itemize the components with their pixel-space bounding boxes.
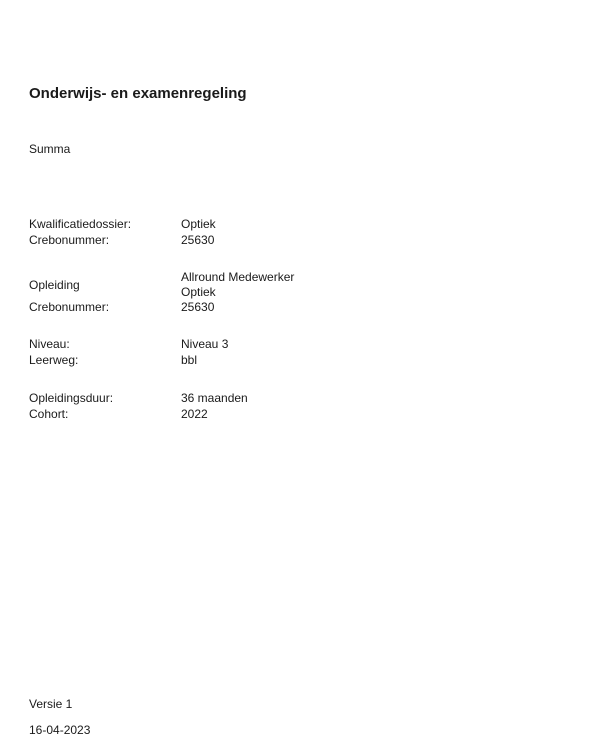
field-value: 36 maanden xyxy=(181,391,248,405)
field-label: Opleidingsduur: xyxy=(29,391,114,405)
field-value: 2022 xyxy=(181,407,208,421)
field-label: Niveau: xyxy=(29,337,70,351)
field-value: Optiek xyxy=(181,217,216,231)
version-label: Versie 1 xyxy=(29,697,73,711)
field-value: bbl xyxy=(181,353,198,367)
field-kwalificatiedossier xyxy=(29,217,381,232)
field-value: 25630 xyxy=(181,300,215,314)
field-label: Opleiding xyxy=(29,277,80,292)
field-niveau xyxy=(29,337,381,352)
field-label: Leerweg: xyxy=(29,353,79,367)
field-crebonummer-opleiding xyxy=(29,300,381,315)
field-value: Allround Medewerker Optiek xyxy=(181,270,295,299)
field-label: Crebonummer: xyxy=(29,300,110,314)
document-title: Onderwijs- en examenregeling xyxy=(29,85,247,102)
organization-name: Summa xyxy=(29,142,71,156)
document-date: 16-04-2023 xyxy=(29,723,91,737)
field-label: Cohort: xyxy=(29,407,69,421)
field-opleiding xyxy=(29,270,299,300)
field-value: Niveau 3 xyxy=(181,337,229,351)
field-opleidingsduur xyxy=(29,391,381,406)
field-cohort xyxy=(29,407,381,422)
field-leerweg xyxy=(29,353,381,368)
field-label: Crebonummer: xyxy=(29,233,110,247)
field-value: 25630 xyxy=(181,233,215,247)
field-crebonummer-dossier xyxy=(29,233,381,248)
field-label: Kwalificatiedossier: xyxy=(29,217,132,231)
